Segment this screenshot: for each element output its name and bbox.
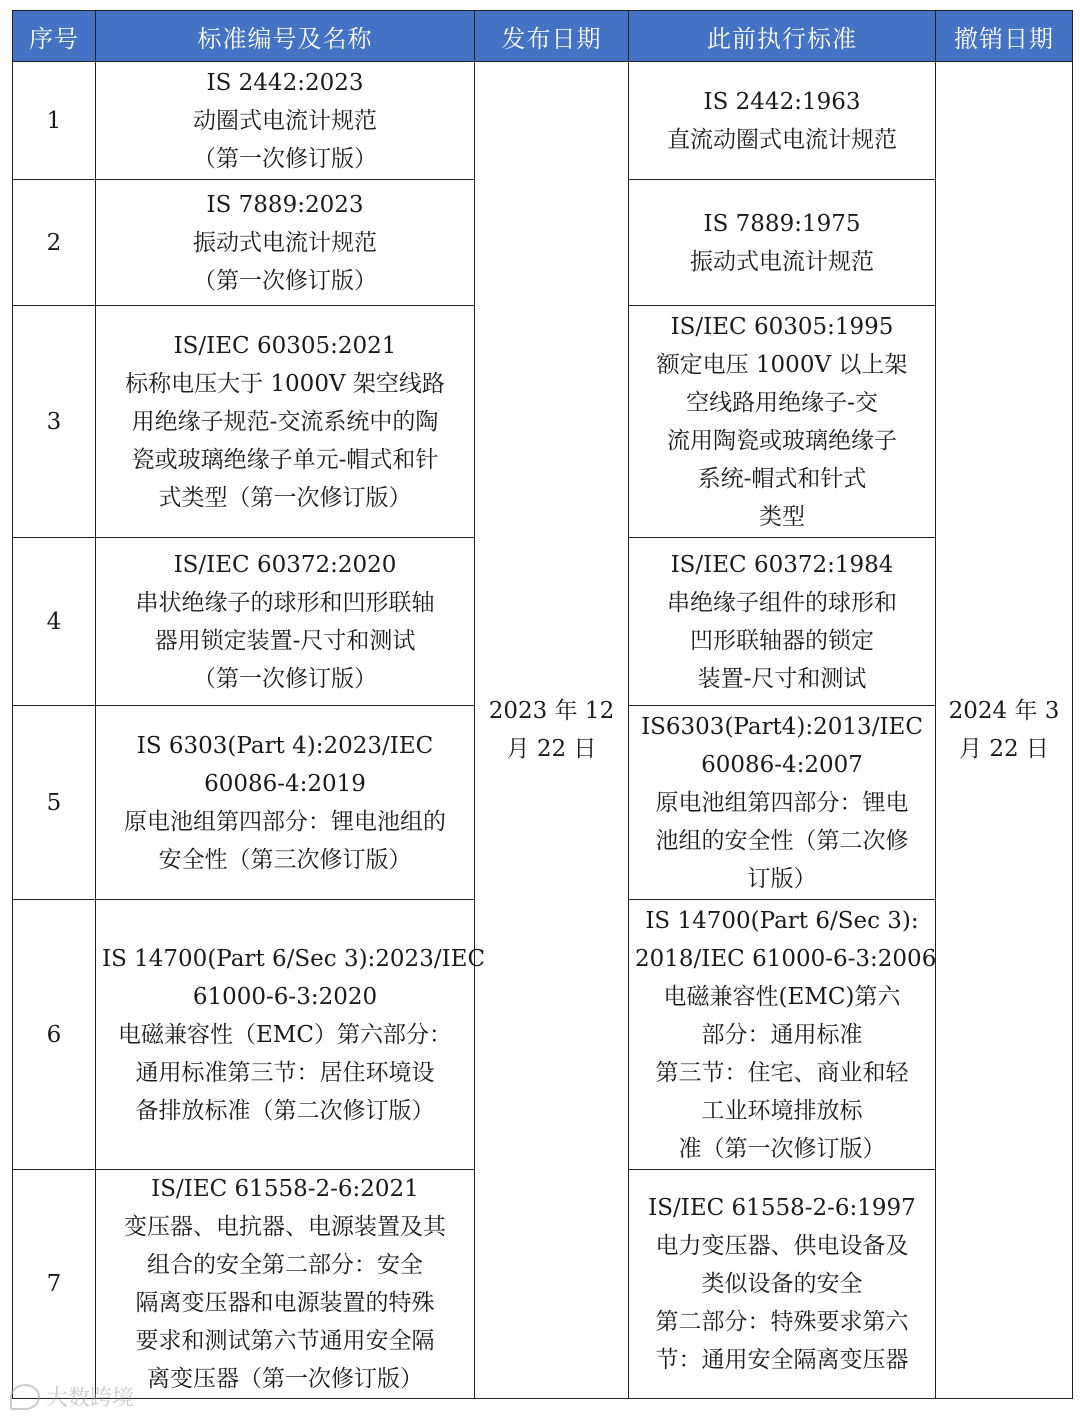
row-number: 6 bbox=[13, 900, 96, 1170]
standard-cell bbox=[96, 538, 475, 706]
cell-line: 备排放标准（第二次修订版） bbox=[135, 1097, 435, 1124]
row-number: 3 bbox=[13, 306, 96, 538]
cell-line: 离变压器（第一次修订版） bbox=[147, 1366, 423, 1392]
cell-line: 2018/IEC 61000-6-3:2006 bbox=[635, 945, 937, 972]
cell-line: 凹形联轴器的锁定 bbox=[690, 627, 874, 654]
cell-line: IS/IEC 61558-2-6:1997 bbox=[648, 1195, 916, 1221]
cell-line: 振动式电流计规范 bbox=[690, 248, 874, 275]
watermark-text: 大数跨境 bbox=[46, 1386, 135, 1411]
standard-cell bbox=[96, 900, 486, 1170]
cell-line: 2024 年 3 bbox=[948, 698, 1060, 724]
wechat-logo-icon bbox=[10, 1384, 40, 1410]
row-number: 7 bbox=[13, 1170, 96, 1399]
cell-line: 原电池组第四部分：锂电 bbox=[655, 789, 909, 816]
standard-cell bbox=[96, 306, 475, 538]
cell-line: 用绝缘子规范-交流系统中的陶 bbox=[131, 408, 439, 435]
header-standard: 标准编号及名称 bbox=[96, 11, 475, 62]
row-number: 4 bbox=[13, 538, 96, 706]
cell-line: 节：通用安全隔离变压器 bbox=[655, 1347, 909, 1373]
cell-line: （第一次修订版） bbox=[193, 267, 377, 294]
table-row bbox=[13, 62, 1073, 180]
cell-line: IS 2442:1963 bbox=[703, 88, 861, 115]
previous-standard-cell bbox=[629, 1170, 936, 1399]
standard-cell bbox=[96, 1170, 475, 1399]
cell-line: 振动式电流计规范 bbox=[193, 229, 377, 256]
cell-line: IS/IEC 61558-2-6:2021 bbox=[151, 1176, 419, 1202]
header-publish-date: 发布日期 bbox=[475, 11, 629, 62]
cell-line: 部分：通用标准 bbox=[701, 1021, 863, 1048]
cell-line: IS/IEC 60372:1984 bbox=[670, 551, 894, 578]
cell-line: 61000-6-3:2020 bbox=[192, 983, 378, 1010]
cell-line: 动圈式电流计规范 bbox=[193, 107, 377, 134]
cell-line: 式类型（第一次修订版） bbox=[158, 484, 412, 511]
cell-line: 隔离变压器和电源装置的特殊 bbox=[135, 1290, 435, 1316]
cell-line: 第三节：住宅、商业和轻 bbox=[655, 1059, 909, 1086]
cell-line: IS/IEC 60305:1995 bbox=[670, 313, 894, 340]
cell-line: 工业环境排放标 bbox=[701, 1097, 863, 1124]
cell-line: 电力变压器、供电设备及 bbox=[655, 1233, 909, 1259]
header-row bbox=[13, 11, 1073, 62]
cell-line: 电磁兼容性(EMC)第六 bbox=[663, 983, 901, 1010]
cell-line: 标称电压大于 1000V 架空线路 bbox=[125, 370, 445, 397]
cell-line: 直流动圈式电流计规范 bbox=[667, 126, 897, 153]
previous-standard-cell bbox=[629, 180, 936, 306]
row-number: 1 bbox=[13, 62, 96, 180]
cell-line: 通用标准第三节：居住环境设 bbox=[135, 1059, 435, 1086]
standard-cell bbox=[96, 180, 475, 306]
cell-line: 类似设备的安全 bbox=[701, 1271, 863, 1297]
cell-line: 类型 bbox=[759, 503, 805, 530]
header-revoke-date: 撤销日期 bbox=[936, 11, 1073, 62]
cell-line: 60086-4:2019 bbox=[204, 770, 366, 797]
cell-line: IS 6303(Part 4):2023/IEC bbox=[136, 732, 434, 759]
watermark bbox=[10, 1381, 134, 1412]
cell-line: 空线路用绝缘子-交 bbox=[686, 389, 878, 416]
cell-line: 月 22 日 bbox=[506, 736, 597, 762]
cell-line: IS 7889:2023 bbox=[206, 191, 364, 218]
previous-standard-cell bbox=[629, 900, 936, 1170]
cell-line: 订版） bbox=[747, 865, 817, 892]
cell-line: 池组的安全性（第二次修 bbox=[655, 827, 909, 854]
standards-table bbox=[12, 10, 1073, 1399]
cell-line: 额定电压 1000V 以上架 bbox=[656, 351, 908, 378]
cell-line: 装置-尺寸和测试 bbox=[697, 665, 867, 692]
cell-line: IS6303(Part4):2013/IEC bbox=[641, 713, 923, 740]
cell-line: IS/IEC 60372:2020 bbox=[173, 551, 397, 578]
cell-line: 流用陶瓷或玻璃绝缘子 bbox=[667, 427, 897, 454]
standard-cell bbox=[96, 62, 475, 180]
cell-line: （第一次修订版） bbox=[193, 665, 377, 692]
cell-line: IS 14700(Part 6/Sec 3): bbox=[645, 907, 919, 934]
cell-line: 原电池组第四部分：锂电池组的 bbox=[124, 808, 446, 835]
cell-line: 器用锁定装置-尺寸和测试 bbox=[154, 627, 416, 654]
previous-standard-cell bbox=[629, 306, 936, 538]
row-number: 5 bbox=[13, 706, 96, 900]
cell-line: 瓷或玻璃绝缘子单元-帽式和针 bbox=[131, 446, 439, 473]
cell-line: 变压器、电抗器、电源装置及其 bbox=[124, 1214, 446, 1240]
cell-line: 2023 年 12 bbox=[488, 698, 615, 724]
cell-line: IS/IEC 60305:2021 bbox=[173, 332, 397, 359]
standard-cell bbox=[96, 706, 475, 900]
cell-line: 系统-帽式和针式 bbox=[697, 465, 867, 492]
cell-line: IS 7889:1975 bbox=[703, 210, 861, 237]
publish-date-cell bbox=[475, 62, 629, 1399]
cell-line: 第二部分：特殊要求第六 bbox=[655, 1309, 909, 1335]
cell-line: 串绝缘子组件的球形和 bbox=[667, 589, 897, 616]
cell-line: 60086-4:2007 bbox=[701, 751, 863, 778]
header-no: 序号 bbox=[13, 11, 96, 62]
cell-line: 安全性（第三次修订版） bbox=[158, 846, 412, 873]
previous-standard-cell bbox=[629, 706, 936, 900]
cell-line: 月 22 日 bbox=[959, 736, 1049, 762]
cell-line: IS 14700(Part 6/Sec 3):2023/IEC bbox=[102, 945, 486, 972]
cell-line: 要求和测试第六节通用安全隔 bbox=[135, 1328, 435, 1354]
cell-line: （第一次修订版） bbox=[193, 145, 377, 172]
cell-line: 串状绝缘子的球形和凹形联轴 bbox=[135, 589, 435, 616]
row-number: 2 bbox=[13, 180, 96, 306]
cell-line: IS 2442:2023 bbox=[206, 69, 364, 96]
cell-line: 准（第一次修订版） bbox=[678, 1135, 886, 1162]
cell-line: 电磁兼容性（EMC）第六部分： bbox=[118, 1021, 452, 1048]
revoke-date-cell bbox=[936, 62, 1073, 1399]
previous-standard-cell bbox=[629, 62, 936, 180]
previous-standard-cell bbox=[629, 538, 936, 706]
header-previous-standard: 此前执行标准 bbox=[629, 11, 936, 62]
cell-line: 组合的安全第二部分：安全 bbox=[147, 1252, 423, 1278]
